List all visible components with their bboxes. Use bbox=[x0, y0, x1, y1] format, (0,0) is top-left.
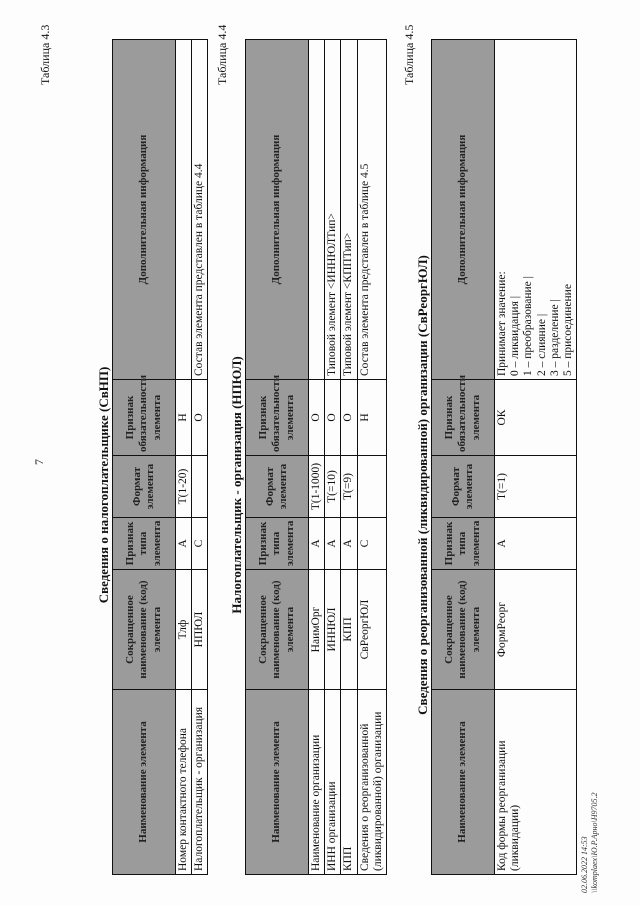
cell-type: С bbox=[357, 518, 386, 570]
cell-code: КПП bbox=[341, 570, 357, 690]
table-4-4 bbox=[245, 39, 387, 875]
cell-type: А bbox=[495, 518, 577, 570]
footer-path: \\komplaex\Ю.Р.Арно\Н9705.2 bbox=[590, 792, 600, 893]
cell-info: Типовой элемент <ИННЮЛТип> bbox=[325, 40, 341, 380]
cell-name: ИНН организации bbox=[325, 690, 341, 875]
cell-required: Н bbox=[176, 380, 192, 456]
table-4-3-title: Сведения о налогоплательщике (СвНП) bbox=[96, 366, 111, 604]
column-header-format: Формат элемента bbox=[113, 456, 176, 518]
table-row bbox=[176, 40, 192, 875]
cell-code: НПЮЛ bbox=[192, 570, 208, 690]
column-header-required: Признак обязательности элемента bbox=[246, 380, 309, 456]
cell-info: Принимает значение: 0 – ликвидация | 1 – преобразование | 2 – слияние | 3 – разделение | 5 – присоединение bbox=[495, 40, 577, 380]
column-header-type: Признак типа элемента bbox=[432, 518, 495, 570]
cell-format: T(1-1000) bbox=[309, 456, 325, 518]
cell-name: Код формы реорганизации (ликвидации) bbox=[495, 690, 577, 875]
column-header-required: Признак обязательности элемента bbox=[113, 380, 176, 456]
cell-format: T(=1) bbox=[495, 456, 577, 518]
cell-info: Типовой элемент <КППТип> bbox=[341, 40, 357, 380]
table-row bbox=[357, 40, 386, 875]
cell-info bbox=[176, 40, 192, 380]
footer-timestamp: 02.06.2022 14:53 bbox=[580, 836, 589, 893]
cell-type: А bbox=[309, 518, 325, 570]
table-row bbox=[341, 40, 357, 875]
cell-info: Состав элемента представлен в таблице 4.4 bbox=[192, 40, 208, 380]
cell-required: О bbox=[309, 380, 325, 456]
cell-required: О bbox=[341, 380, 357, 456]
column-header-format: Формат элемента bbox=[246, 456, 309, 518]
column-header-info: Дополнительная информация bbox=[113, 40, 176, 380]
column-header-info: Дополнительная информация bbox=[246, 40, 309, 380]
column-header-code: Сокращенное наименование (код) элемента bbox=[113, 570, 176, 690]
table-4-3 bbox=[112, 39, 208, 875]
table-row bbox=[192, 40, 208, 875]
cell-type: А bbox=[325, 518, 341, 570]
cell-name: Наименование организации bbox=[309, 690, 325, 875]
table-4-3-caption: Таблица 4.3 bbox=[38, 24, 52, 85]
column-header-format: Формат элемента bbox=[432, 456, 495, 518]
table-row bbox=[495, 40, 577, 875]
footer bbox=[580, 792, 601, 893]
cell-name: Сведения о реорганизованной (ликвидированной) организации bbox=[357, 690, 386, 875]
cell-required: ОК bbox=[495, 380, 577, 456]
table-row bbox=[309, 40, 325, 875]
page-number: 7 bbox=[32, 459, 46, 465]
cell-required: Н bbox=[357, 380, 386, 456]
cell-code: Тлф bbox=[176, 570, 192, 690]
table-4-5 bbox=[431, 39, 577, 875]
column-header-code: Сокращенное наименование (код) элемента bbox=[246, 570, 309, 690]
table-row bbox=[325, 40, 341, 875]
cell-name: Номер контактного телефона bbox=[176, 690, 192, 875]
column-header-required: Признак обязательности элемента bbox=[432, 380, 495, 456]
column-header-info: Дополнительная информация bbox=[432, 40, 495, 380]
cell-type: А bbox=[341, 518, 357, 570]
cell-format bbox=[192, 456, 208, 518]
table-4-4-caption: Таблица 4.4 bbox=[215, 24, 229, 85]
cell-required: О bbox=[325, 380, 341, 456]
cell-format: T(=10) bbox=[325, 456, 341, 518]
cell-required: О bbox=[192, 380, 208, 456]
cell-code: ФормРеорг bbox=[495, 570, 577, 690]
table-4-4-title: Налогоплательщик - организация (НПЮЛ) bbox=[229, 356, 244, 614]
cell-info bbox=[309, 40, 325, 380]
column-header-type: Признак типа элемента bbox=[113, 518, 176, 570]
cell-code: НаимОрг bbox=[309, 570, 325, 690]
cell-name: Налогоплательщик - организация bbox=[192, 690, 208, 875]
column-header-type: Признак типа элемента bbox=[246, 518, 309, 570]
column-header-name: Наименование элемента bbox=[432, 690, 495, 875]
table-4-5-title: Сведения о реорганизованной (ликвидированной) организации (СвРеоргЮЛ) bbox=[415, 255, 430, 715]
column-header-name: Наименование элемента bbox=[113, 690, 176, 875]
header-row bbox=[246, 40, 309, 875]
header-row bbox=[432, 40, 495, 875]
column-header-name: Наименование элемента bbox=[246, 690, 309, 875]
cell-format: T(1-20) bbox=[176, 456, 192, 518]
cell-format: T(=9) bbox=[341, 456, 357, 518]
column-header-code: Сокращенное наименование (код) элемента bbox=[432, 570, 495, 690]
cell-code: СвРеоргЮЛ bbox=[357, 570, 386, 690]
cell-format bbox=[357, 456, 386, 518]
header-row bbox=[113, 40, 176, 875]
cell-type: С bbox=[192, 518, 208, 570]
cell-type: А bbox=[176, 518, 192, 570]
cell-info: Состав элемента представлен в таблице 4.5 bbox=[357, 40, 386, 380]
cell-name: КПП bbox=[341, 690, 357, 875]
cell-code: ИННЮЛ bbox=[325, 570, 341, 690]
table-4-5-caption: Таблица 4.5 bbox=[402, 24, 416, 85]
